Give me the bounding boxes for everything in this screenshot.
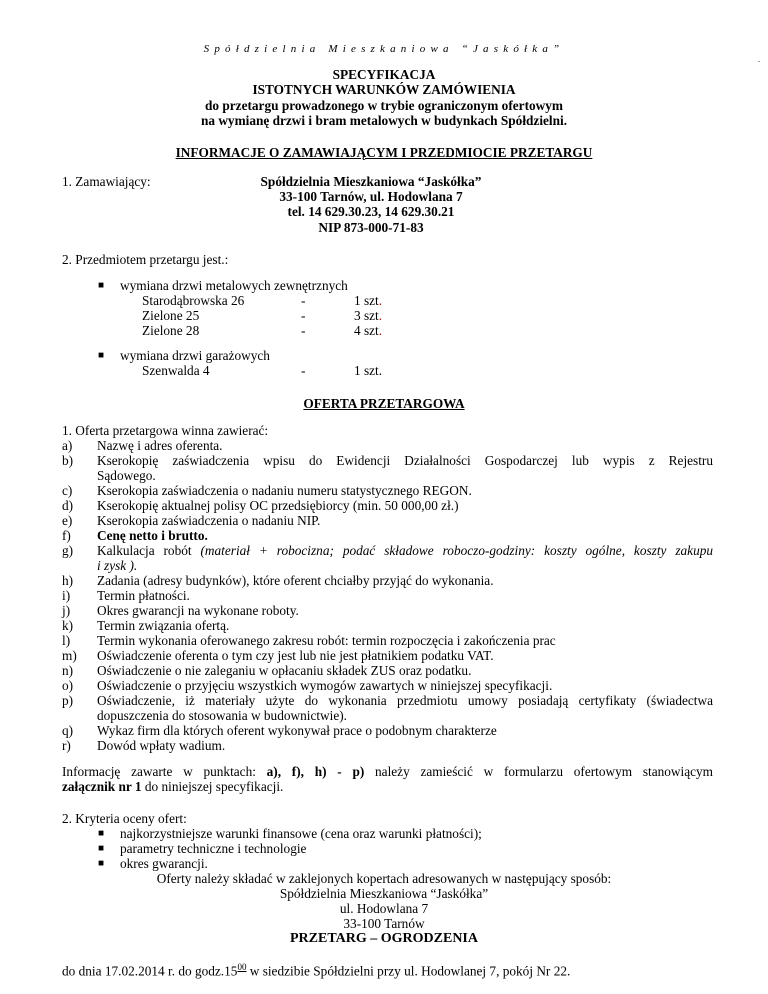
list-item-label: n) bbox=[62, 663, 74, 678]
doc-title-1: SPECYFIKACJA bbox=[332, 67, 436, 82]
corner-mark: . bbox=[758, 55, 760, 64]
list-item-text: Cenę netto i brutto. bbox=[97, 528, 208, 543]
list-item-label: d) bbox=[62, 498, 74, 513]
doc-title-3: do przetargu prowadzonego w trybie ograniczonym ofertowym bbox=[205, 98, 563, 113]
list-item-text: Kserokopia zaświadczenia o nadaniu NIP. bbox=[97, 513, 321, 528]
square-bullet-icon: ■ bbox=[98, 843, 105, 854]
list-item-text: Oświadczenie, iż materiały użyte do wykonania przedmiotu umowy posiadają certyfikaty (świadectwa bbox=[97, 693, 713, 708]
row-qty-value: 3 szt bbox=[354, 308, 379, 323]
criteria-item: parametry techniczne i technologie bbox=[120, 841, 307, 856]
list-item-label: j) bbox=[62, 603, 71, 618]
offer-intro: 1. Oferta przetargowa winna zawierać: bbox=[62, 423, 269, 438]
list-item-label: k) bbox=[62, 618, 74, 633]
row-address: Starodąbrowska 26 bbox=[142, 293, 245, 308]
list-item-label: a) bbox=[62, 438, 73, 453]
list-item-text: Oświadczenie o nie zaleganiu w opłacaniu składek ZUS oraz podatku. bbox=[97, 663, 472, 678]
list-item-label: o) bbox=[62, 678, 74, 693]
ordering-line-2: 33-100 Tarnów, ul. Hodowlana 7 bbox=[279, 189, 463, 204]
subject-label: 2. Przedmiotem przetargu jest.: bbox=[62, 252, 229, 267]
list-item-label: p) bbox=[62, 693, 74, 708]
row-qty bbox=[354, 293, 382, 309]
info-paragraph-line1 bbox=[62, 764, 713, 780]
envelope-intro: Oferty należy składać w zaklejonych kopertach adresowanych w następujący sposób: bbox=[156, 871, 612, 886]
row-dash: - bbox=[301, 323, 306, 338]
list-item-text: Dowód wpłaty wadium. bbox=[97, 738, 226, 753]
ordering-line-4: NIP 873-000-71-83 bbox=[318, 220, 424, 235]
list-item-text-continued: dopuszczenia do stosowania w budownictwie). bbox=[97, 708, 347, 723]
criteria-label: 2. Kryteria oceny ofert: bbox=[62, 811, 187, 826]
envelope-mark: PRZETARG – OGRODZENIA bbox=[290, 931, 478, 946]
envelope-address-1: Spółdzielnia Mieszkaniowa “Jaskółka” bbox=[279, 886, 489, 901]
info-bold: załącznik nr 1 bbox=[62, 779, 142, 794]
info-paragraph-line2 bbox=[62, 779, 283, 795]
list-item-text: Zadania (adresy budynków), które oferent chciałby przyjąć do wykonania. bbox=[97, 573, 494, 588]
list-item-text-plain: Kalkulacja robót bbox=[97, 543, 192, 558]
ordering-line-3: tel. 14 629.30.23, 14 629.30.21 bbox=[287, 204, 455, 219]
deadline-text: w siedzibie Spółdzielni przy ul. Hodowlanej 7, pokój Nr 22. bbox=[246, 963, 571, 979]
list-item-text: Oświadczenie o przyjęciu wszystkich wymogów zawartych w niniejszej specyfikacji. bbox=[97, 678, 553, 693]
group-title-1: wymiana drzwi metalowych zewnętrznych bbox=[120, 278, 348, 293]
square-bullet-icon: ■ bbox=[98, 858, 105, 869]
info-text: należy zamieścić w formularzu ofertowym stanowiącym bbox=[364, 764, 714, 779]
criteria-item: najkorzystniejsze warunki finansowe (cena oraz warunki płatności); bbox=[120, 826, 482, 841]
row-qty-value: 4 szt bbox=[354, 323, 379, 338]
list-item-text-continued: i zysk ). bbox=[97, 558, 138, 573]
square-bullet-icon: ■ bbox=[98, 280, 105, 291]
list-item-text-continued: Sądowego. bbox=[97, 468, 156, 483]
running-header: Spółdzielnia Mieszkaniowa “Jaskółka” bbox=[203, 43, 565, 55]
list-item-label: c) bbox=[62, 483, 73, 498]
row-qty-value: 1 szt bbox=[354, 293, 379, 308]
list-item-label: h) bbox=[62, 573, 74, 588]
list-item-text: Termin związania ofertą. bbox=[97, 618, 230, 633]
list-item-label: r) bbox=[62, 738, 71, 753]
list-item-label: e) bbox=[62, 513, 73, 528]
list-item-text: Oświadczenie oferenta o tym czy jest lub nie jest płatnikiem podatku VAT. bbox=[97, 648, 494, 663]
row-qty bbox=[354, 308, 382, 324]
row-address: Szenwalda 4 bbox=[142, 363, 210, 378]
row-address: Zielone 28 bbox=[142, 323, 200, 338]
row-dash: - bbox=[301, 308, 306, 323]
row-qty bbox=[354, 363, 382, 379]
deadline-line bbox=[62, 960, 570, 979]
list-item-label: q) bbox=[62, 723, 74, 738]
list-item-text: Wykaz firm dla których oferent wykonywał prace o podobnym charakterze bbox=[97, 723, 497, 738]
envelope-address-3: 33-100 Tarnów bbox=[343, 916, 425, 931]
list-item-label: f) bbox=[62, 528, 71, 543]
list-item-label: l) bbox=[62, 633, 71, 648]
criteria-item: okres gwarancji. bbox=[120, 856, 208, 871]
list-item-text: Termin wykonania oferowanego zakresu robót: termin rozpoczęcia i zakończenia prac bbox=[97, 633, 556, 648]
row-qty-value: 1 szt bbox=[354, 363, 379, 378]
row-qty-end: . bbox=[378, 293, 383, 308]
list-item-text: Okres gwarancji na wykonane roboty. bbox=[97, 603, 299, 618]
row-dash: - bbox=[301, 363, 306, 378]
deadline-text: do dnia 17.02.2014 r. do godz.15 bbox=[62, 963, 238, 979]
row-qty bbox=[354, 323, 382, 339]
ordering-line-1: Spółdzielnia Mieszkaniowa “Jaskółka” bbox=[260, 174, 482, 189]
list-item-text: Kserokopia zaświadczenia o nadaniu numeru statystycznego REGON. bbox=[97, 483, 472, 498]
list-item-label: m) bbox=[62, 648, 77, 663]
row-qty-end: . bbox=[378, 323, 383, 338]
info-text: Informację zawarte w punktach: bbox=[62, 764, 267, 779]
doc-title-2: ISTOTNYCH WARUNKÓW ZAMÓWIENIA bbox=[252, 82, 516, 97]
info-text: do niniejszej specyfikacji. bbox=[141, 779, 284, 794]
list-item-text: Termin płatności. bbox=[97, 588, 190, 603]
row-dash: - bbox=[301, 293, 306, 308]
list-item-text: Nazwę i adres oferenta. bbox=[97, 438, 223, 453]
list-item-label: g) bbox=[62, 543, 74, 558]
list-item-text bbox=[97, 543, 713, 559]
deadline-time-sup: 00 bbox=[237, 962, 247, 972]
square-bullet-icon: ■ bbox=[98, 350, 105, 361]
square-bullet-icon: ■ bbox=[98, 828, 105, 839]
group-title-2: wymiana drzwi garażowych bbox=[120, 348, 270, 363]
list-item-label: b) bbox=[62, 453, 74, 468]
section-heading-offer: OFERTA PRZETARGOWA bbox=[303, 396, 465, 411]
row-qty-end: . bbox=[378, 363, 383, 378]
list-item-text-italic: (materiał + robocizna; podać składowe roboczo-godziny: koszty ogólne, koszty zakupu bbox=[200, 543, 714, 558]
envelope-address-2: ul. Hodowlana 7 bbox=[339, 901, 429, 916]
list-item-text: Kserokopię zaświadczenia wpisu do Ewidencji Działalności Gospodarczej lub wypis z Rejestru bbox=[97, 453, 713, 468]
list-item-text: Kserokopię aktualnej polisy OC przedsiębiorcy (min. 50 000,00 zł.) bbox=[97, 498, 459, 513]
row-qty-end: . bbox=[378, 308, 383, 323]
ordering-label: 1. Zamawiający: bbox=[62, 174, 151, 189]
row-address: Zielone 25 bbox=[142, 308, 200, 323]
list-item-label: i) bbox=[62, 588, 71, 603]
section-heading-info: INFORMACJE O ZAMAWIAJĄCYM I PRZEDMIOCIE PRZETARGU bbox=[175, 145, 593, 160]
info-bold: a), f), h) - p) bbox=[266, 764, 365, 779]
doc-title-4: na wymianę drzwi i bram metalowych w budynkach Spółdzielni. bbox=[200, 113, 568, 128]
